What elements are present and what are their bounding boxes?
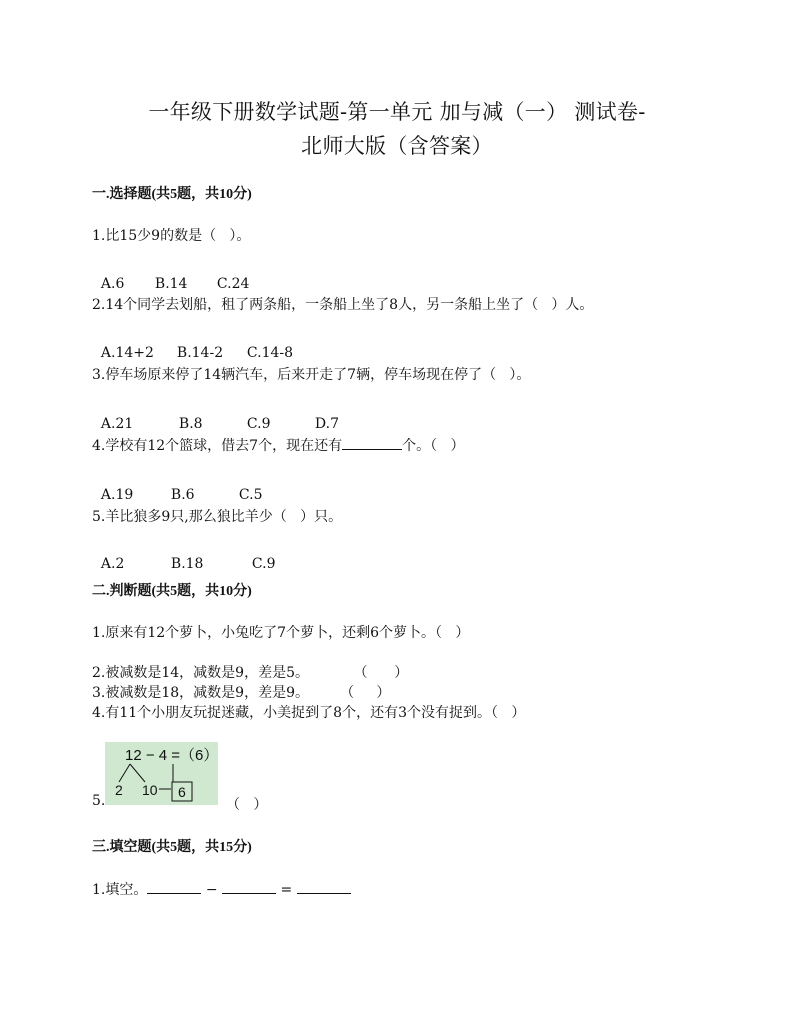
option: B.8 [178, 416, 203, 432]
judge-item-label: 5. [92, 793, 106, 809]
judge-item: 1.原来有12个萝卜，小兔吃了7个萝卜，还剩6个萝卜。（ ） [92, 625, 470, 641]
fill-question [92, 879, 351, 899]
title-line-2: 北师大版（含答案） [301, 134, 493, 158]
answer-blank[interactable] [297, 879, 351, 894]
option: B.14 [154, 276, 188, 292]
judge-item: 3.被减数是18，减数是9，差是9。 （ ） [92, 685, 391, 701]
option: A.14+2 [100, 345, 154, 361]
option: B.6 [170, 487, 195, 503]
figure-boxed-value: 6 [178, 784, 186, 800]
stem-text: 个。（ ） [402, 438, 465, 454]
figure-left-part: 2 [115, 782, 123, 798]
question-options [92, 540, 275, 572]
section-heading: 二.判断题(共5题，共10分) [92, 584, 252, 599]
option: C.24 [216, 276, 250, 292]
section-heading: 三.填空题(共5题，共15分) [92, 840, 252, 855]
question-options [92, 260, 249, 292]
question-stem: 2.14个同学去划船，租了两条船，一条船上坐了8人，另一条船上坐了（ ）人。 [92, 297, 594, 313]
option: A.6 [100, 276, 125, 292]
option: A.19 [100, 487, 134, 503]
split-line-left [119, 764, 130, 782]
split-diagram [105, 742, 218, 805]
option: C.9 [251, 556, 276, 572]
option: D.7 [314, 416, 339, 432]
option: C.9 [246, 416, 271, 432]
split-line-right [130, 764, 145, 782]
title-line-1: 一年级下册数学试题-第一单元 加与减（一） 测试卷- [148, 100, 646, 124]
option: A.2 [100, 556, 125, 572]
figure-equation: 12 − 4 =（6） [125, 747, 218, 764]
option: C.14-8 [246, 345, 294, 361]
answer-blank [342, 435, 402, 450]
question-options [92, 329, 293, 361]
question-options [92, 471, 262, 503]
judge-item: 4.有11个小朋友玩捉迷藏，小美捉到了8个，还有3个没有捉到。（ ） [92, 705, 526, 721]
judge-item-paren: （ ） [226, 797, 268, 813]
question-label: 1.填空。 [92, 882, 148, 898]
option: B.18 [170, 556, 204, 572]
equals-sign: = [280, 882, 293, 898]
question-stem: 5.羊比狼多9只,那么狼比羊少（ ）只。 [92, 509, 343, 525]
section-heading: 一.选择题(共5题，共10分) [92, 187, 252, 202]
judge-item: 2.被减数是14，减数是9，差是5。 （ ） [92, 665, 409, 681]
answer-blank[interactable] [222, 879, 276, 894]
option: A.21 [100, 416, 134, 432]
stem-text: 4.学校有12个篮球，借去7个，现在还有 [92, 438, 343, 454]
option: B.14-2 [176, 345, 224, 361]
answer-blank[interactable] [147, 879, 201, 894]
question-stem: 3.停车场原来停了14辆汽车，后来开走了7辆，停车场现在停了（ ）。 [92, 367, 531, 383]
question-stem [92, 435, 464, 455]
minus-sign: − [205, 882, 218, 898]
figure-right-part: 10 [142, 782, 158, 798]
question-stem: 1.比15少9的数是（ ）。 [92, 228, 251, 244]
question-options [92, 400, 339, 432]
option: C.5 [238, 487, 263, 503]
math-figure [105, 742, 218, 805]
